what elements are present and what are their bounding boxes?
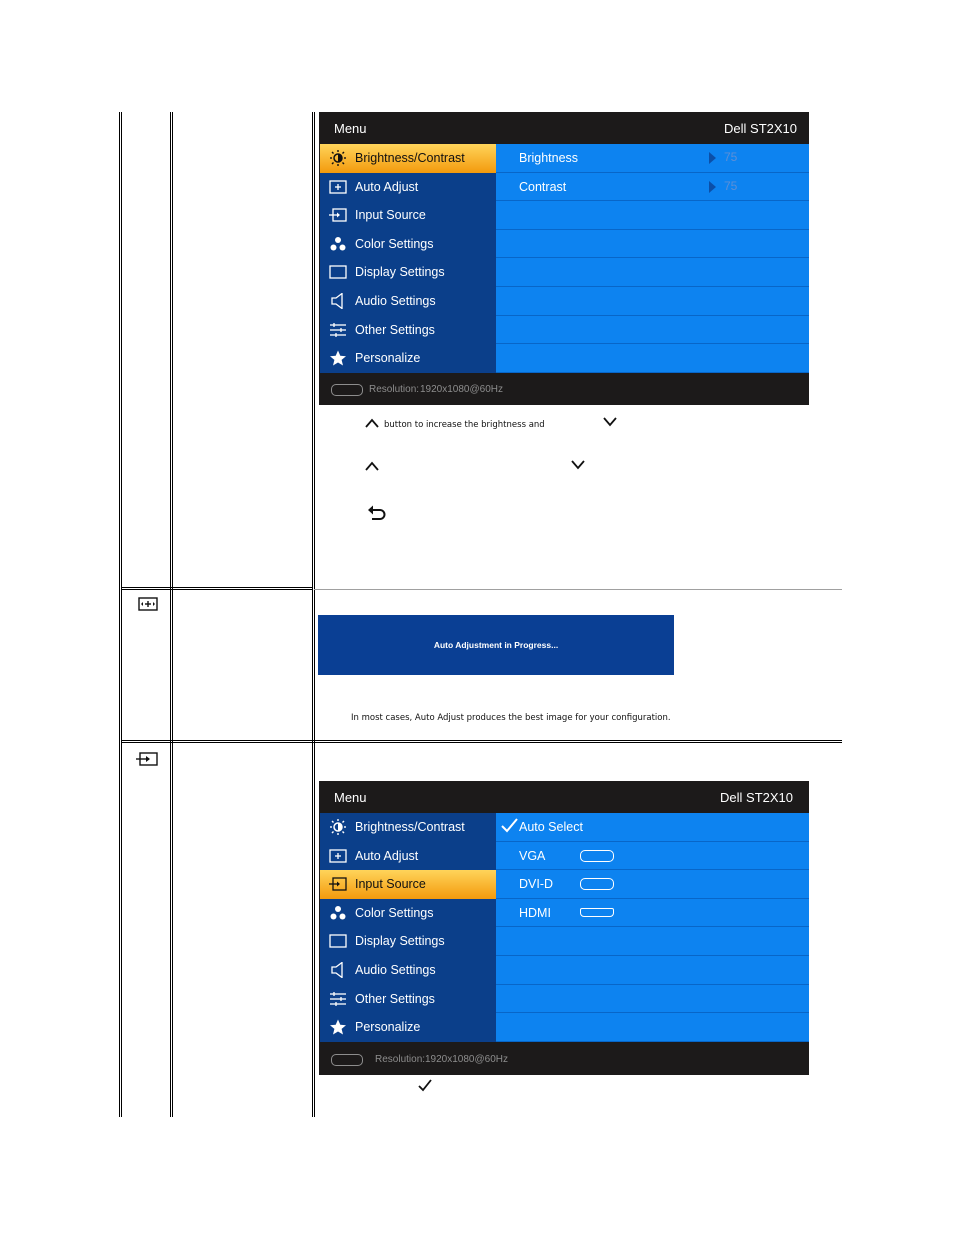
menu-item-label: Display Settings [355,934,445,949]
row-divider-2b [121,742,842,743]
menu-item-brightness-contrast[interactable] [320,813,496,842]
osd-footer [319,1043,809,1075]
menu-item-label: Input Source [355,208,426,223]
submenu-empty-row [496,316,809,345]
other-settings-icon [329,322,347,338]
menu-item-label: Auto Adjust [355,179,419,194]
menu-item-personalize[interactable] [320,344,496,373]
submenu-brightness[interactable] [496,144,809,173]
resolution-value: 1920x1080@60Hz [425,1054,508,1065]
audio-settings-icon [329,293,347,309]
menu-item-input-source[interactable] [320,870,496,899]
menu-item-display-settings[interactable] [320,258,496,287]
resolution-value: 1920x1080@60Hz [420,384,503,395]
submenu-empty-row [496,344,809,373]
submenu-dvi-d[interactable] [496,870,809,899]
osd-footer [319,373,809,405]
back-icon [367,504,387,522]
submenu-vga[interactable] [496,842,809,871]
auto-adjust-note: In most cases, Auto Adjust produces the best image for your configuration. [351,713,671,723]
menu-item-color-settings[interactable] [320,899,496,928]
menu-item-label: Personalize [355,1020,421,1035]
table-col-divider-2 [312,112,313,1117]
menu-item-auto-adjust[interactable] [320,173,496,202]
auto-adjust-progress-box [318,615,674,675]
submenu-label: DVI-D [519,877,554,892]
menu-item-personalize[interactable] [320,1013,496,1042]
osd-title: Menu [334,121,367,136]
display-settings-icon [329,933,347,949]
submenu-label: VGA [519,848,546,863]
menu-item-auto-adjust[interactable] [320,842,496,871]
menu-item-other-settings[interactable] [320,316,496,345]
osd-title: Menu [334,790,367,805]
auto-adjust-progress-text: Auto Adjustment in Progress... [433,640,559,650]
submenu-contrast[interactable] [496,173,809,202]
row-divider-1-left [121,587,313,588]
osd-model: Dell ST2X10 [720,790,793,805]
menu-item-input-source[interactable] [320,201,496,230]
submenu-label: HDMI [519,905,551,920]
submenu-empty-row [496,927,809,956]
dvi-connector-icon [580,878,614,890]
auto-adjust-icon [329,848,347,864]
menu-item-audio-settings[interactable] [320,956,496,985]
submenu-empty-row [496,230,809,259]
menu-item-other-settings[interactable] [320,985,496,1014]
menu-item-label: Other Settings [355,322,435,337]
submenu-empty-row [496,985,809,1014]
table-col-divider-1b [172,112,173,1117]
color-settings-icon [329,905,347,921]
osd-menu-brightness [319,112,809,405]
row-divider-1-left-b [121,589,313,590]
checkmark-icon [418,1079,432,1092]
down-arrow-icon [603,417,617,427]
submenu-hdmi[interactable] [496,899,809,928]
osd-submenu [496,144,809,373]
menu-item-label: Personalize [355,351,421,366]
color-settings-icon [329,236,347,252]
brightness-instruction-text: button to increase the brightness and [384,420,545,430]
vga-connector-icon [580,850,614,862]
table-col-divider-2b [314,112,315,1117]
menu-item-label: Auto Adjust [355,848,419,863]
menu-item-label: Audio Settings [355,962,436,977]
row-divider-2 [121,740,842,741]
menu-item-color-settings[interactable] [320,230,496,259]
table-border-left [119,112,120,1117]
star-icon [329,1019,347,1035]
star-icon [329,350,347,366]
osd-menu-input-source [319,781,809,1075]
menu-item-label: Audio Settings [355,293,436,308]
menu-item-brightness-contrast[interactable] [320,144,496,173]
input-source-icon [329,876,347,892]
auto-adjust-icon [329,179,347,195]
menu-item-display-settings[interactable] [320,927,496,956]
menu-item-audio-settings[interactable] [320,287,496,316]
brightness-icon [329,150,347,166]
menu-item-label: Brightness/Contrast [355,820,465,834]
osd-model: Dell ST2X10 [724,121,797,136]
vga-connector-icon [331,1054,363,1066]
contrast-value: 75 [724,178,738,193]
other-settings-icon [329,991,347,1007]
arrow-right-icon [709,181,716,193]
vga-connector-icon [331,384,363,396]
submenu-label: Auto Select [519,820,583,834]
submenu-empty-row [496,287,809,316]
submenu-auto-select[interactable] [496,813,809,842]
osd-header [319,781,809,813]
osd-submenu [496,813,809,1042]
menu-item-label: Color Settings [355,905,434,920]
hdmi-connector-icon [580,908,614,917]
brightness-icon [329,819,347,835]
menu-item-label: Input Source [355,877,426,892]
menu-item-label: Other Settings [355,991,435,1006]
input-source-icon [136,752,158,766]
brightness-value: 75 [724,150,738,164]
resolution-label: Resolution: [369,384,420,395]
submenu-empty-row [496,956,809,985]
up-arrow-icon [365,418,379,428]
menu-item-label: Brightness/Contrast [355,151,465,165]
submenu-empty-row [496,201,809,230]
auto-adjust-icon [138,597,158,611]
row-divider-1-right [314,589,842,590]
input-source-icon [329,207,347,223]
table-col-divider-1 [170,112,171,1117]
menu-item-label: Display Settings [355,265,445,280]
up-arrow-icon [365,461,379,471]
audio-settings-icon [329,962,347,978]
resolution-label: Resolution: [375,1054,426,1065]
arrow-right-icon [709,152,716,164]
osd-main-menu [320,813,496,1042]
menu-item-label: Color Settings [355,236,434,251]
osd-header [319,112,809,144]
osd-main-menu [320,144,496,373]
display-settings-icon [329,264,347,280]
checkmark-icon [501,818,518,833]
table-border-left-inner [121,112,122,1117]
down-arrow-icon [571,460,585,470]
submenu-empty-row [496,258,809,287]
submenu-label: Brightness [519,151,579,165]
submenu-label: Contrast [519,179,567,194]
submenu-empty-row [496,1013,809,1042]
